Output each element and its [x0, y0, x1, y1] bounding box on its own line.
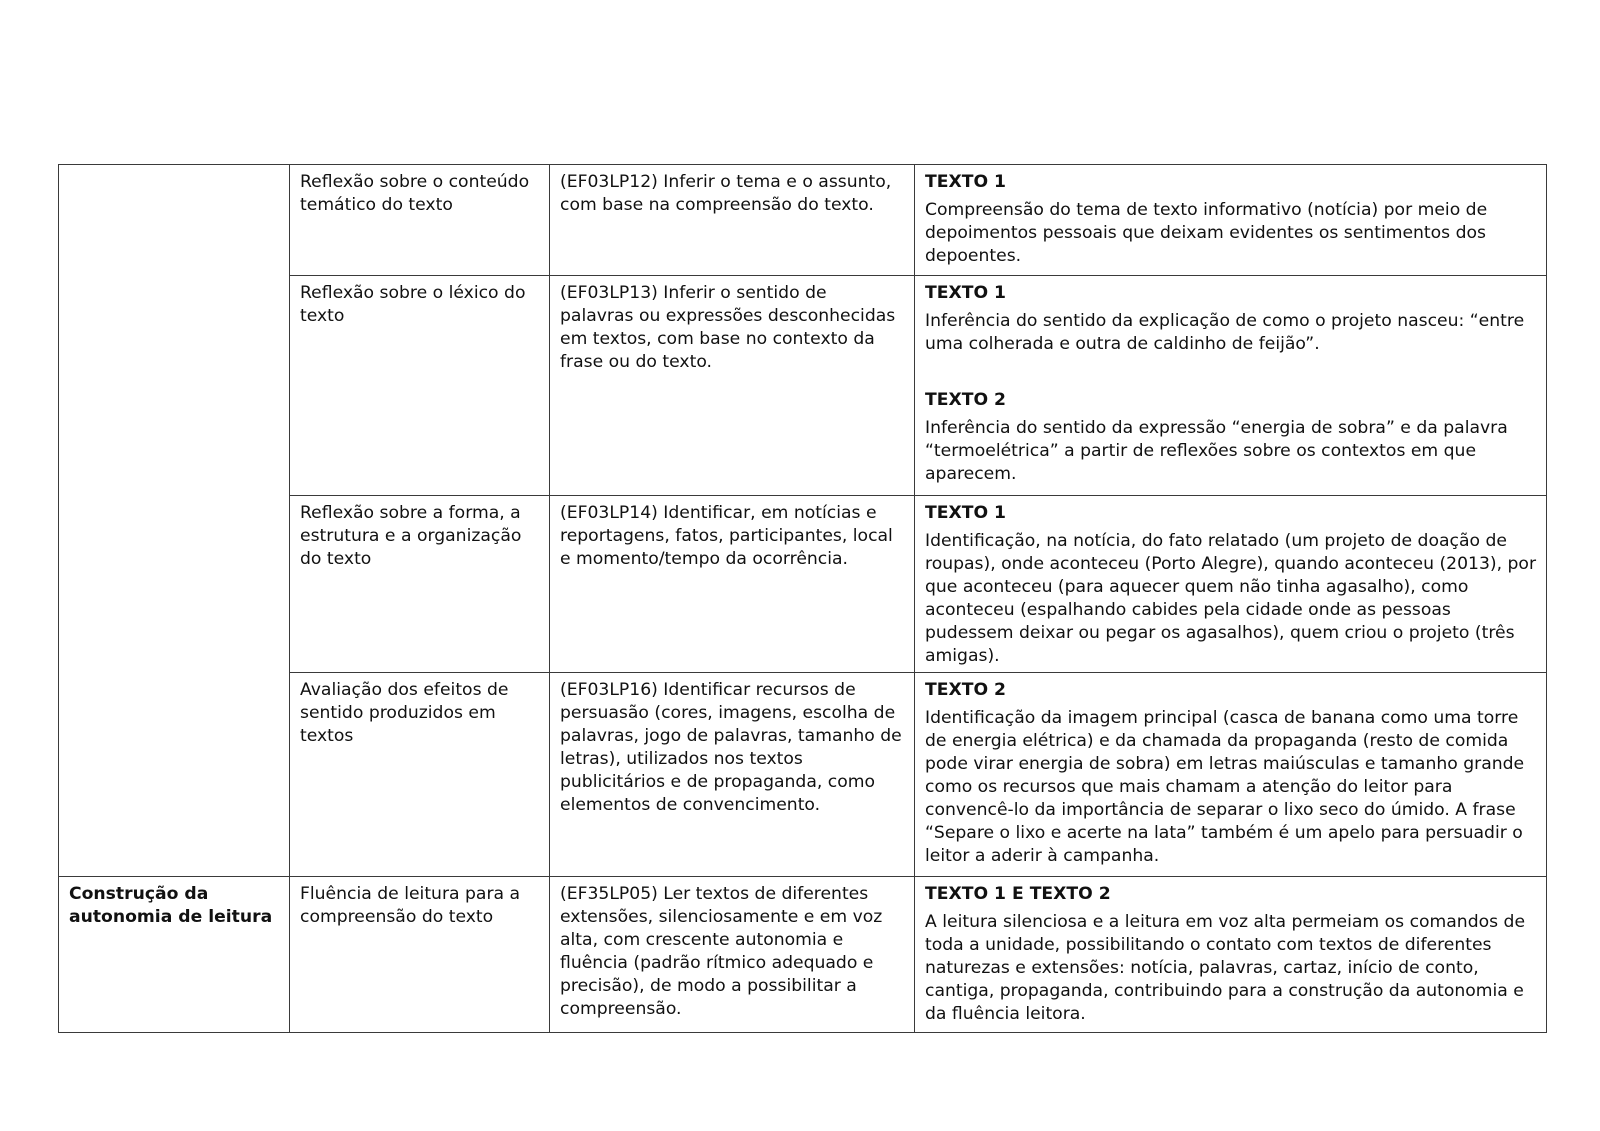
object-cell [290, 165, 550, 276]
text-block [925, 883, 1536, 1026]
table-row [59, 165, 1547, 276]
block-title: TEXTO 2 [925, 390, 1006, 410]
object-cell [290, 276, 550, 496]
knowledge-object: Reflexão sobre a forma, a estrutura e a organização do texto [300, 503, 522, 569]
skill-text: (EF03LP16) Identificar recursos de persuasão (cores, imagens, escolha de palavras, jogo de palavras, tamanho de letras), utilizados nos textos publicitários e de propaganda, como elementos de convencimento. [560, 680, 902, 815]
text-block [925, 282, 1536, 356]
block-text: Identificação, na notícia, do fato relatado (um projeto de doação de roupas), onde aconteceu (Porto Alegre), quando aconteceu (2013), por que aconteceu (para aquecer quem não tinha agasalho), como aconteceu (espalhando cabides pela cidade onde as pessoas pudessem deixar ou pegar os agasalhos), quem criou o projeto (três amigas). [925, 531, 1537, 666]
skill-text: (EF03LP13) Inferir o sentido de palavras ou expressões desconhecidas em textos, com base no contexto da frase ou do texto. [560, 283, 896, 372]
activity-cell [915, 877, 1547, 1033]
knowledge-object: Reflexão sobre o conteúdo temático do texto [300, 172, 530, 215]
activity-cell [915, 496, 1547, 673]
activity-cell [915, 673, 1547, 877]
object-cell [290, 673, 550, 877]
block-title: TEXTO 2 [925, 680, 1006, 700]
block-text: Inferência do sentido da expressão “energia de sobra” e da palavra “termoelétrica” a partir de reflexões sobre os contextos em que aparecem. [925, 418, 1508, 484]
block-text: A leitura silenciosa e a leitura em voz alta permeiam os comandos de toda a unidade, possibilitando o contato com textos de diferentes naturezas e extensões: notícia, palavras, cartaz, início de conto, cantiga, propaganda, contribuindo para a construção da autonomia e da fluência leitora. [925, 912, 1526, 1024]
skill-cell [550, 496, 915, 673]
axis-cell [59, 877, 290, 1033]
skill-cell [550, 276, 915, 496]
block-title: TEXTO 1 [925, 172, 1006, 192]
skill-cell [550, 673, 915, 877]
object-cell [290, 496, 550, 673]
knowledge-object: Reflexão sobre o léxico do texto [300, 283, 526, 326]
text-block [925, 502, 1536, 668]
block-text: Inferência do sentido da explicação de como o projeto nasceu: “entre uma colherada e outra de caldinho de feijão”. [925, 311, 1525, 354]
block-title: TEXTO 1 E TEXTO 2 [925, 884, 1111, 904]
knowledge-object: Fluência de leitura para a compreensão do texto [300, 884, 521, 927]
block-text: Identificação da imagem principal (casca de banana como uma torre de energia elétrica) e da chamada da propaganda (resto de comida pode virar energia de sobra) em letras maiúsculas e tamanho grande como os recursos que mais chamam a atenção do leitor para convencê-lo da importância de separar o lixo seco do úmido. A frase “Separe o lixo e acerte na lata” também é um apelo para persuadir o leitor a aderir à campanha. [925, 708, 1525, 866]
block-text: Compreensão do tema de texto informativo (notícia) por meio de depoimentos pessoais que deixam evidentes os sentimentos dos depoentes. [925, 200, 1488, 266]
skill-cell [550, 877, 915, 1033]
block-title: TEXTO 1 [925, 503, 1006, 523]
text-block [925, 679, 1536, 868]
activity-cell [915, 165, 1547, 276]
curriculum-table [58, 164, 1547, 1033]
skill-text: (EF35LP05) Ler textos de diferentes extensões, silenciosamente e em voz alta, com crescente autonomia e fluência (padrão rítmico adequado e precisão), de modo a possibilitar a compreensão. [560, 884, 883, 1019]
skill-text: (EF03LP12) Inferir o tema e o assunto, com base na compreensão do texto. [560, 172, 892, 215]
text-block [925, 171, 1536, 268]
skill-cell [550, 165, 915, 276]
block-title: TEXTO 1 [925, 283, 1006, 303]
table-row [59, 877, 1547, 1033]
object-cell [290, 877, 550, 1033]
activity-cell [915, 276, 1547, 496]
axis-cell [59, 165, 290, 877]
axis-label: Construção da autonomia de leitura [69, 884, 273, 927]
knowledge-object: Avaliação dos efeitos de sentido produzidos em textos [300, 680, 509, 746]
skill-text: (EF03LP14) Identificar, em notícias e reportagens, fatos, participantes, local e momento/tempo da ocorrência. [560, 503, 893, 569]
text-block [925, 389, 1536, 486]
